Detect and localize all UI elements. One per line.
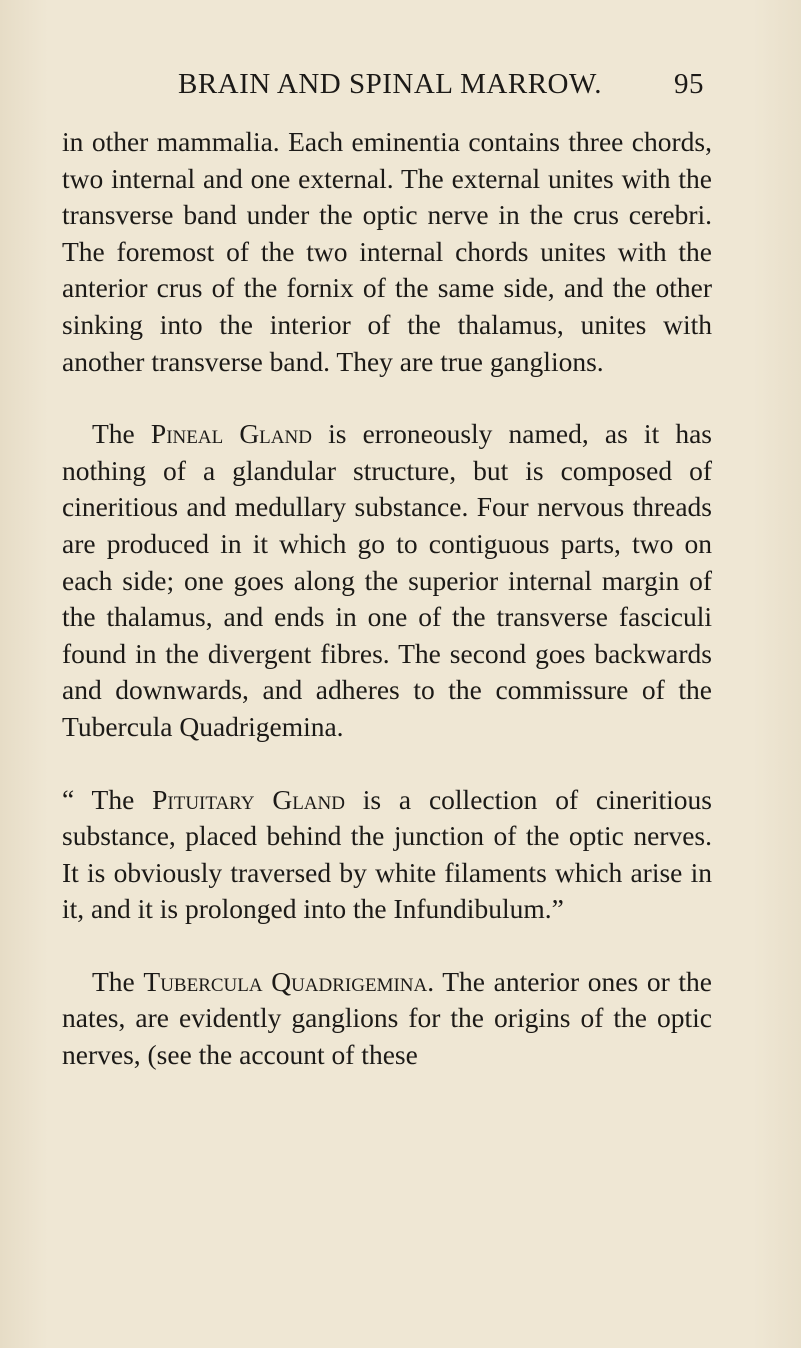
- paragraph-text: is erroneously named, as it has nothing of a glandular structure, but is composed of cineritious and medullary substance. Four nervous threads are produced in it which go to contiguous parts, two on each side; one goes along the superior internal margin of the thalamus, and ends in one of the transverse fasciculi found in the divergent fibres. The second goes backwards and downwards, and adheres to the commissure of the Tubercula Quadrigemina.: [62, 418, 713, 742]
- paragraph-text: in other mammalia. Each eminentia contains three chords, two internal and one external. The external unites with the transverse band under the optic nerve in the crus cerebri. The foremost of the two internal chords unites with the anterior crus of the fornix of the same side, and the other sinking into the interior of the thalamus, unites with another transverse band. They are true ganglions.: [62, 126, 712, 377]
- paragraph-term: Pineal Gland: [150, 418, 312, 450]
- paragraph-text: is a collection of cineritious substance, placed behind the junction of the optic nerves. It is obviously traversed by white filaments which arise in it, and it is prolonged into the Infundibulum.”: [62, 783, 712, 925]
- running-title: BRAIN AND SPINAL MARROW.: [178, 68, 602, 100]
- paragraph-text: The anterior ones or the nates, are evidently ganglions for the origins of the optic nerves, (see the account of these: [62, 965, 712, 1071]
- page-number: 95: [674, 68, 704, 100]
- page-body: [62, 124, 712, 1074]
- paragraph-pineal-gland: [62, 416, 712, 745]
- paragraph-lead: The: [92, 418, 151, 450]
- paragraph-eminentia: [62, 124, 712, 380]
- paragraph-term: Pituitary Gland: [152, 783, 345, 815]
- paragraph-term: Tubercula Quadrigemina.: [143, 965, 435, 997]
- paragraph-lead: The: [92, 965, 144, 997]
- paragraph-tubercula-quadrigemina: [62, 964, 712, 1074]
- paragraph-lead: “ The: [62, 783, 153, 815]
- paragraph-pituitary-gland: [62, 782, 712, 928]
